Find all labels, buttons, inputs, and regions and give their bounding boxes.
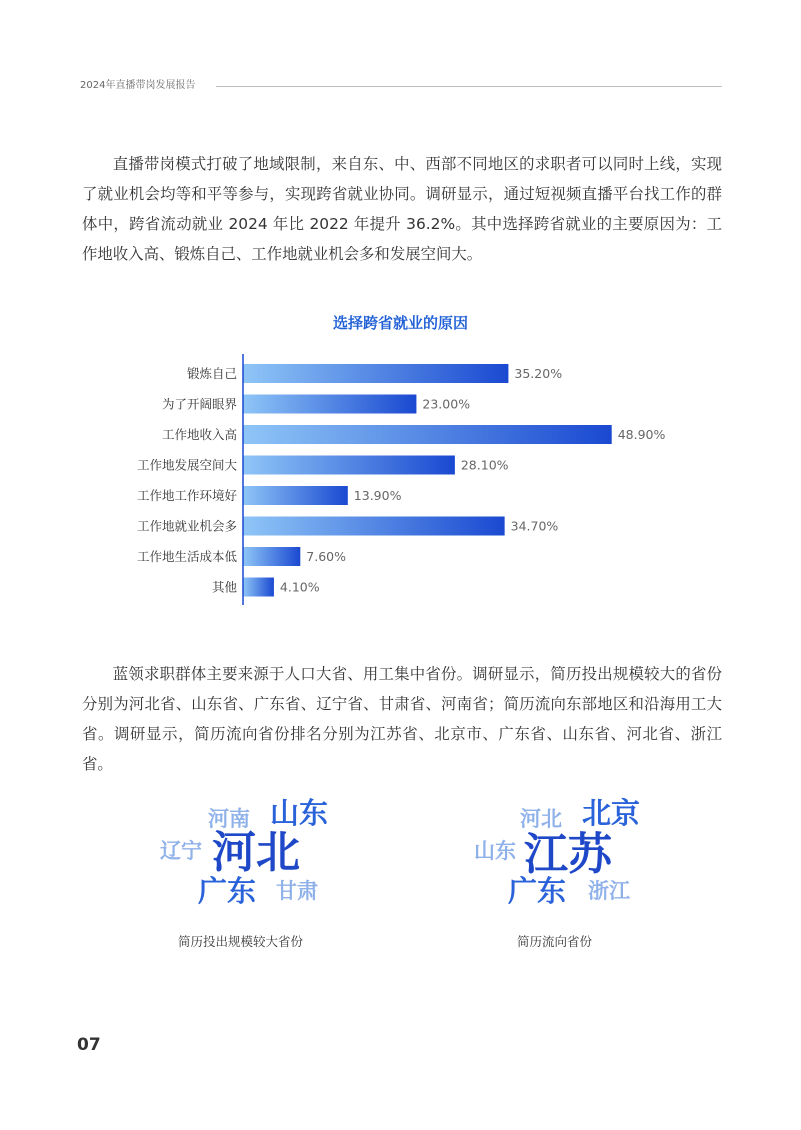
chart-title: 选择跨省就业的原因 (332, 314, 468, 332)
value-label: 28.10% (460, 457, 509, 473)
intro-paragraph: 直播带岗模式打破了地域限制，来自东、中、西部不同地区的求职者可以同时上线，实现了就业机会均等和平等参与，实现跨省就业协同。调研显示，通过短视频直播平台找工作的群体中，跨省流动就业 2024 年比 2022 年提升 36.2%。其中选择跨省就业的主要原因为：工作地收入高、锻炼自己、工作地就业机会多和发展空间大。 (82, 155, 722, 263)
word-cloud-received (470, 797, 670, 917)
report-title: 2024年直播带岗发展报告 (80, 80, 196, 91)
word-small-1: 河北 (520, 807, 562, 831)
source-paragraph: 蓝领求职群体主要来源于人口大省、用工集中省份。调研显示，简历投出规模较大的省份分别为河北省、山东省、广东省、辽宁省、甘肃省、河南省；简历流向东部地区和沿海用工大省。调研显示，简历流向省份排名分别为江苏省、北京市、广东省、山东省、河北省、浙江省。 (82, 665, 722, 773)
bar (243, 456, 455, 475)
value-label: 7.60% (306, 549, 347, 564)
value-label: 23.00% (422, 396, 471, 412)
value-label: 4.10% (279, 579, 320, 595)
word-cloud-sent (150, 795, 350, 915)
word-mid-1: 山东 (270, 796, 329, 830)
category-label: 工作地工作环境好 (136, 488, 237, 503)
header-divider (216, 86, 722, 87)
category-label: 锻炼自己 (186, 366, 237, 381)
value-label: 48.90% (617, 427, 666, 442)
cloud-sent-caption: 简历投出规模较大省份 (178, 934, 304, 949)
bar (243, 547, 300, 566)
word-small-2: 山东 (474, 839, 516, 863)
bar (243, 486, 348, 505)
word-mid-2: 广东 (198, 874, 257, 908)
word-mid-2: 广东 (508, 874, 567, 908)
word-big: 江苏 (524, 829, 612, 880)
category-label: 工作地生活成本低 (136, 549, 237, 564)
category-label: 工作地发展空间大 (136, 457, 237, 473)
bar (243, 578, 274, 597)
bar (243, 395, 416, 414)
category-label: 其他 (211, 579, 237, 595)
reasons-bar-chart (0, 350, 801, 605)
word-mid-1: 北京 (582, 796, 641, 830)
word-small-1: 河南 (208, 807, 250, 831)
bar (243, 517, 505, 536)
word-small-3: 甘肃 (276, 879, 318, 903)
page-header (80, 78, 722, 94)
category-label: 工作地就业机会多 (136, 518, 237, 534)
cloud-received-caption: 简历流向省份 (517, 934, 593, 949)
category-label: 工作地收入高 (161, 427, 237, 442)
word-big: 河北 (212, 827, 300, 878)
bar (243, 364, 508, 383)
word-small-3: 浙江 (588, 879, 630, 903)
value-label: 35.20% (514, 366, 563, 381)
value-label: 34.70% (510, 518, 559, 534)
value-label: 13.90% (353, 488, 402, 503)
word-small-2: 辽宁 (160, 839, 202, 863)
category-label: 为了开阔眼界 (161, 396, 237, 412)
bar (243, 425, 612, 444)
page-number: 07 (77, 1035, 101, 1055)
